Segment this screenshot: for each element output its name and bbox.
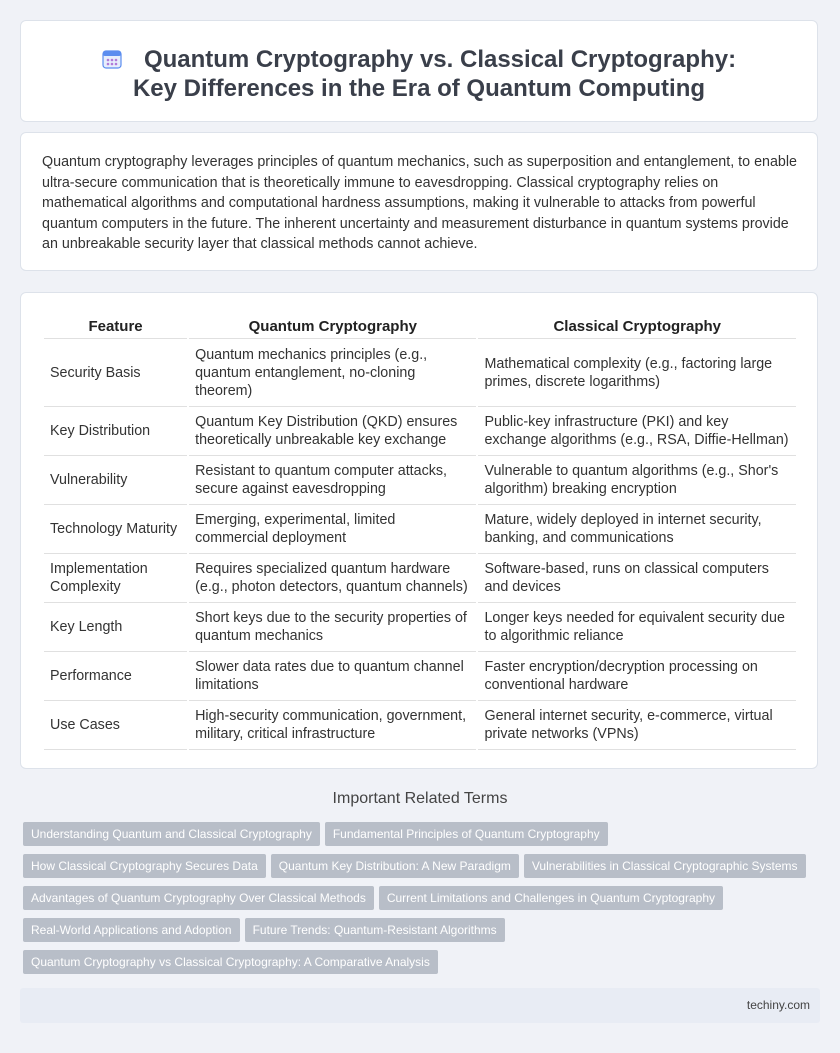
related-terms-title: Important Related Terms — [332, 790, 508, 807]
page-title: Quantum Cryptography vs. Classical Cryptography: Key Differences in the Era of Quantum Computing — [132, 46, 737, 102]
header-quantum: Quantum Cryptography — [189, 312, 476, 339]
tag-row — [23, 854, 823, 886]
classical-cell: Faster encryption/decryption processing on conventional hardware — [478, 652, 796, 701]
related-term-link[interactable]: Vulnerabilities in Classical Cryptographic Systems — [524, 854, 806, 878]
feature-cell: Key Length — [44, 603, 187, 652]
tag-row — [23, 918, 823, 950]
quantum-cell: Requires specialized quantum hardware (e.g., photon detectors, quantum channels) — [189, 554, 476, 603]
related-term-link[interactable]: Understanding Quantum and Classical Cryptography — [23, 822, 320, 846]
page-title-wrap — [21, 45, 817, 103]
header-classical: Classical Cryptography — [478, 312, 796, 339]
classical-cell: Vulnerable to quantum algorithms (e.g., Shor's algorithm) breaking encryption — [478, 456, 796, 505]
tag-row — [23, 822, 823, 854]
title-card — [20, 20, 818, 122]
classical-cell: Public-key infrastructure (PKI) and key exchange algorithms (e.g., RSA, Diffie-Hellman) — [478, 407, 796, 456]
classical-cell: Software-based, runs on classical computers and devices — [478, 554, 796, 603]
quantum-cell: Slower data rates due to quantum channel limitations — [189, 652, 476, 701]
table-row — [44, 701, 796, 750]
related-term-link[interactable]: Quantum Cryptography vs Classical Cryptography: A Comparative Analysis — [23, 950, 438, 974]
header-feature: Feature — [44, 312, 187, 339]
quantum-cell: High-security communication, government, military, critical infrastructure — [189, 701, 476, 750]
table-row — [44, 339, 796, 407]
intro-card — [20, 132, 818, 271]
comparison-card — [20, 292, 818, 769]
table-row — [44, 505, 796, 554]
table-header-row — [44, 312, 796, 339]
related-term-link[interactable]: Advantages of Quantum Cryptography Over Classical Methods — [23, 886, 374, 910]
feature-cell: Vulnerability — [44, 456, 187, 505]
feature-cell: Use Cases — [44, 701, 187, 750]
quantum-cell: Short keys due to the security properties of quantum mechanics — [189, 603, 476, 652]
footer-site-link[interactable]: techiny.com — [746, 998, 810, 1012]
footer-bar — [20, 988, 820, 1023]
classical-cell: General internet security, e-commerce, virtual private networks (VPNs) — [478, 701, 796, 750]
classical-cell: Mature, widely deployed in internet security, banking, and communications — [478, 505, 796, 554]
feature-cell: Performance — [44, 652, 187, 701]
quantum-cell: Emerging, experimental, limited commercial deployment — [189, 505, 476, 554]
classical-cell: Mathematical complexity (e.g., factoring large primes, discrete logarithms) — [478, 339, 796, 407]
feature-cell: Security Basis — [44, 339, 187, 407]
tag-row — [23, 886, 823, 918]
related-terms-list — [23, 822, 823, 982]
feature-cell: Implementation Complexity — [44, 554, 187, 603]
intro-paragraph: Quantum cryptography leverages principles of quantum mechanics, such as superposition and entanglement, to enable ultra-secure communication that is theoretically immune to eavesdropping. Classical cryptography relies on mathematical algorithms and computational hardness assumptions, making it vulnerable to attacks from powerful quantum computers in the future. The inherent uncertainty and measurement disturbance in quantum systems provide an unbreakable security layer that classical methods cannot achieve. — [42, 154, 798, 252]
feature-cell: Key Distribution — [44, 407, 187, 456]
related-term-link[interactable]: Real-World Applications and Adoption — [23, 918, 240, 942]
quantum-cell: Resistant to quantum computer attacks, secure against eavesdropping — [189, 456, 476, 505]
related-term-link[interactable]: Quantum Key Distribution: A New Paradigm — [271, 854, 519, 878]
related-term-link[interactable]: Future Trends: Quantum-Resistant Algorithms — [245, 918, 505, 942]
table-row — [44, 652, 796, 701]
calendar-icon — [102, 49, 122, 69]
quantum-cell: Quantum Key Distribution (QKD) ensures theoretically unbreakable key exchange — [189, 407, 476, 456]
related-term-link[interactable]: Current Limitations and Challenges in Quantum Cryptography — [379, 886, 723, 910]
related-term-link[interactable]: Fundamental Principles of Quantum Cryptography — [325, 822, 608, 846]
table-row — [44, 456, 796, 505]
tag-row — [23, 950, 823, 982]
table-row — [44, 554, 796, 603]
comparison-table — [42, 312, 798, 750]
table-row — [44, 407, 796, 456]
related-term-link[interactable]: How Classical Cryptography Secures Data — [23, 854, 266, 878]
table-row — [44, 603, 796, 652]
classical-cell: Longer keys needed for equivalent security due to algorithmic reliance — [478, 603, 796, 652]
quantum-cell: Quantum mechanics principles (e.g., quantum entanglement, no-cloning theorem) — [189, 339, 476, 407]
feature-cell: Technology Maturity — [44, 505, 187, 554]
